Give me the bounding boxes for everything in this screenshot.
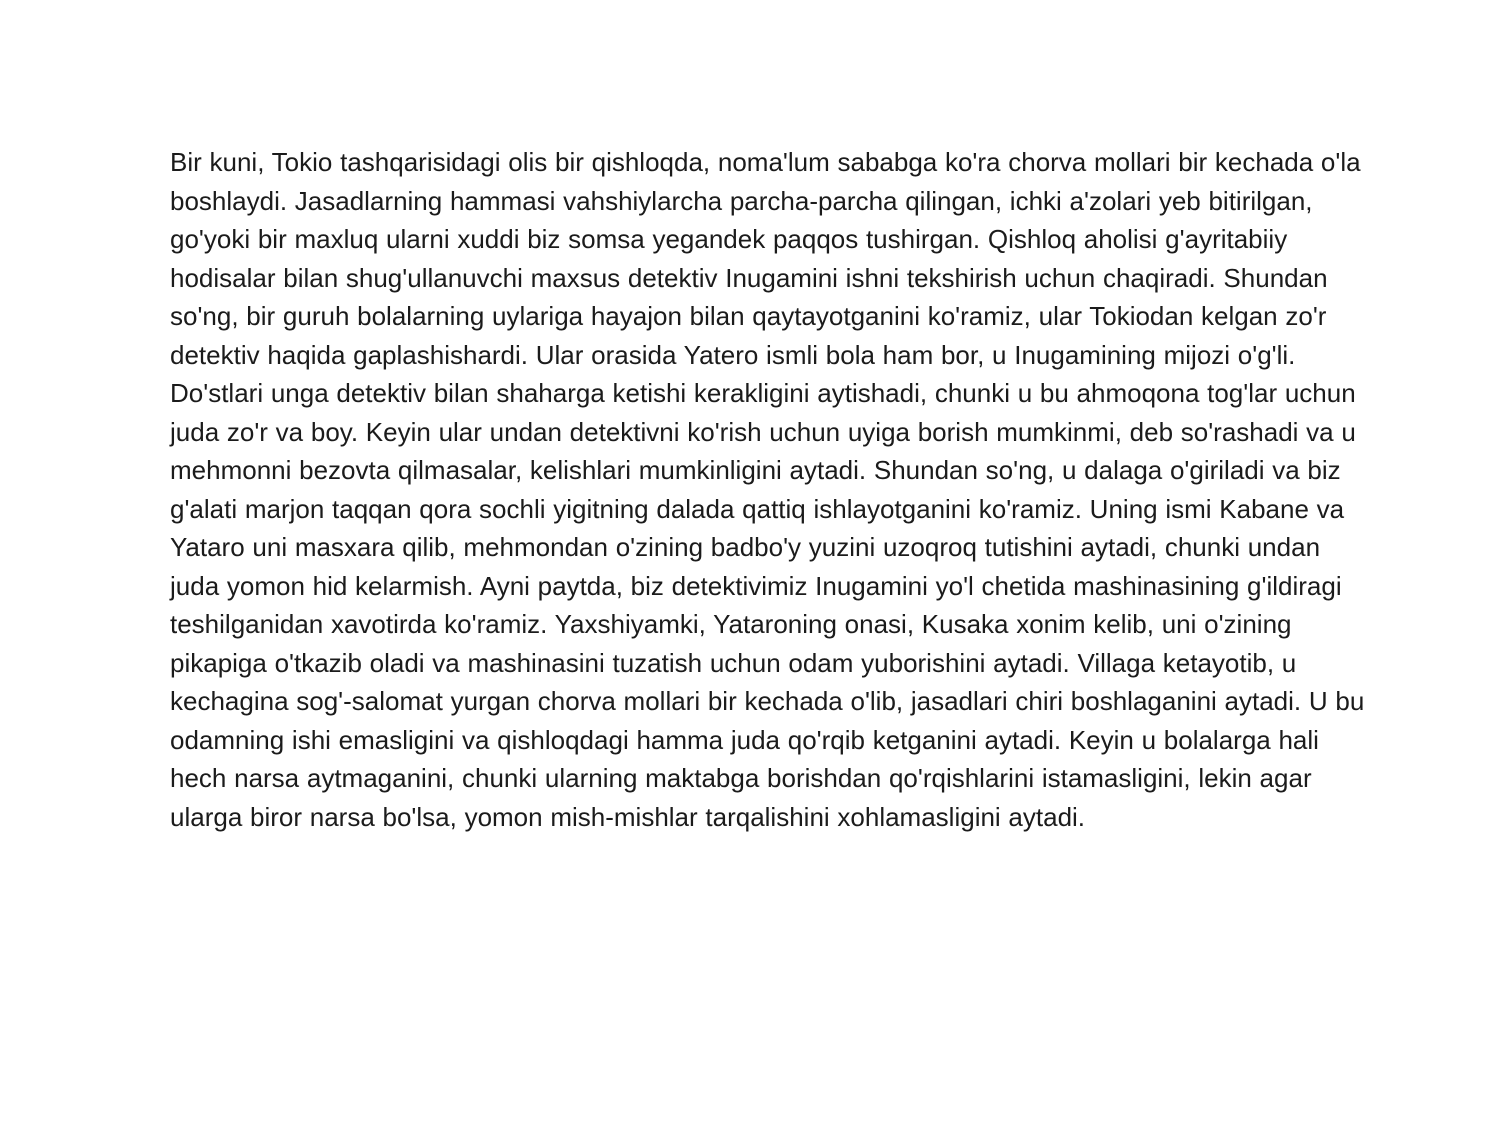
text-block <box>170 143 1366 836</box>
paragraph-text: Bir kuni, Tokio tashqarisidagi olis bir qishloqda, noma'lum sababga ko'ra chorva mollari bir kechada o'la boshlaydi. Jasadlarning hammasi vahshiylarcha parcha-parcha qilingan, ichki a'zolari yeb bitirilgan, go'yoki bir maxluq ularni xuddi biz somsa yegandek paqqos tushirgan. Qishloq aholisi g'ayritabiiy hodisalar bilan shug'ullanuvchi maxsus detektiv Inugamini ishni tekshirish uchun chaqiradi. Shundan so'ng, bir guruh bolalarning uylariga hayajon bilan qaytayotganini ko'ramiz, ular Tokiodan kelgan zo'r detektiv haqida gaplashishardi. Ular orasida Yatero ismli bola ham bor, u Inugamining mijozi o'g'li. Do'stlari unga detektiv bilan shaharga ketishi kerakligini aytishadi, chunki u bu ahmoqona tog'lar uchun juda zo'r va boy. Keyin ular undan detektivni ko'rish uchun uyiga borish mumkinmi, deb so'rashadi va u mehmonni bezovta qilmasalar, kelishlari mumkinligini aytadi. Shundan so'ng, u dalaga o'giriladi va biz g'alati marjon taqqan qora sochli yigitning dalada qattiq ishlayotganini ko'ramiz. Uning ismi Kabane va Yataro uni masxara qilib, mehmondan o'zining badbo'y yuzini uzoqroq tutishini aytadi, chunki undan juda yomon hid kelarmish. Ayni paytda, biz detektivimiz Inugamini yo'l chetida mashinasining g'ildiragi teshilganidan xavotirda ko'ramiz. Yaxshiyamki, Yataroning onasi, Kusaka xonim kelib, uni o'zining pikapiga o'tkazib oladi va mashinasini tuzatish uchun odam yuborishini aytadi. Villaga ketayotib, u kechagina sog'-salomat yurgan chorva mollari bir kechada o'lib, jasadlari chiri boshlaganini aytadi. U bu odamning ishi emasligini va qishloqdagi hamma juda qo'rqib ketganini aytadi. Keyin u bolalarga hali hech narsa aytmaganini, chunki ularning maktabga borishdan qo'rqishlarini istamasligini, lekin agar ularga biror narsa bo'lsa, yomon mish-mishlar tarqalishini xohlamasligini aytadi. <box>170 147 1365 832</box>
